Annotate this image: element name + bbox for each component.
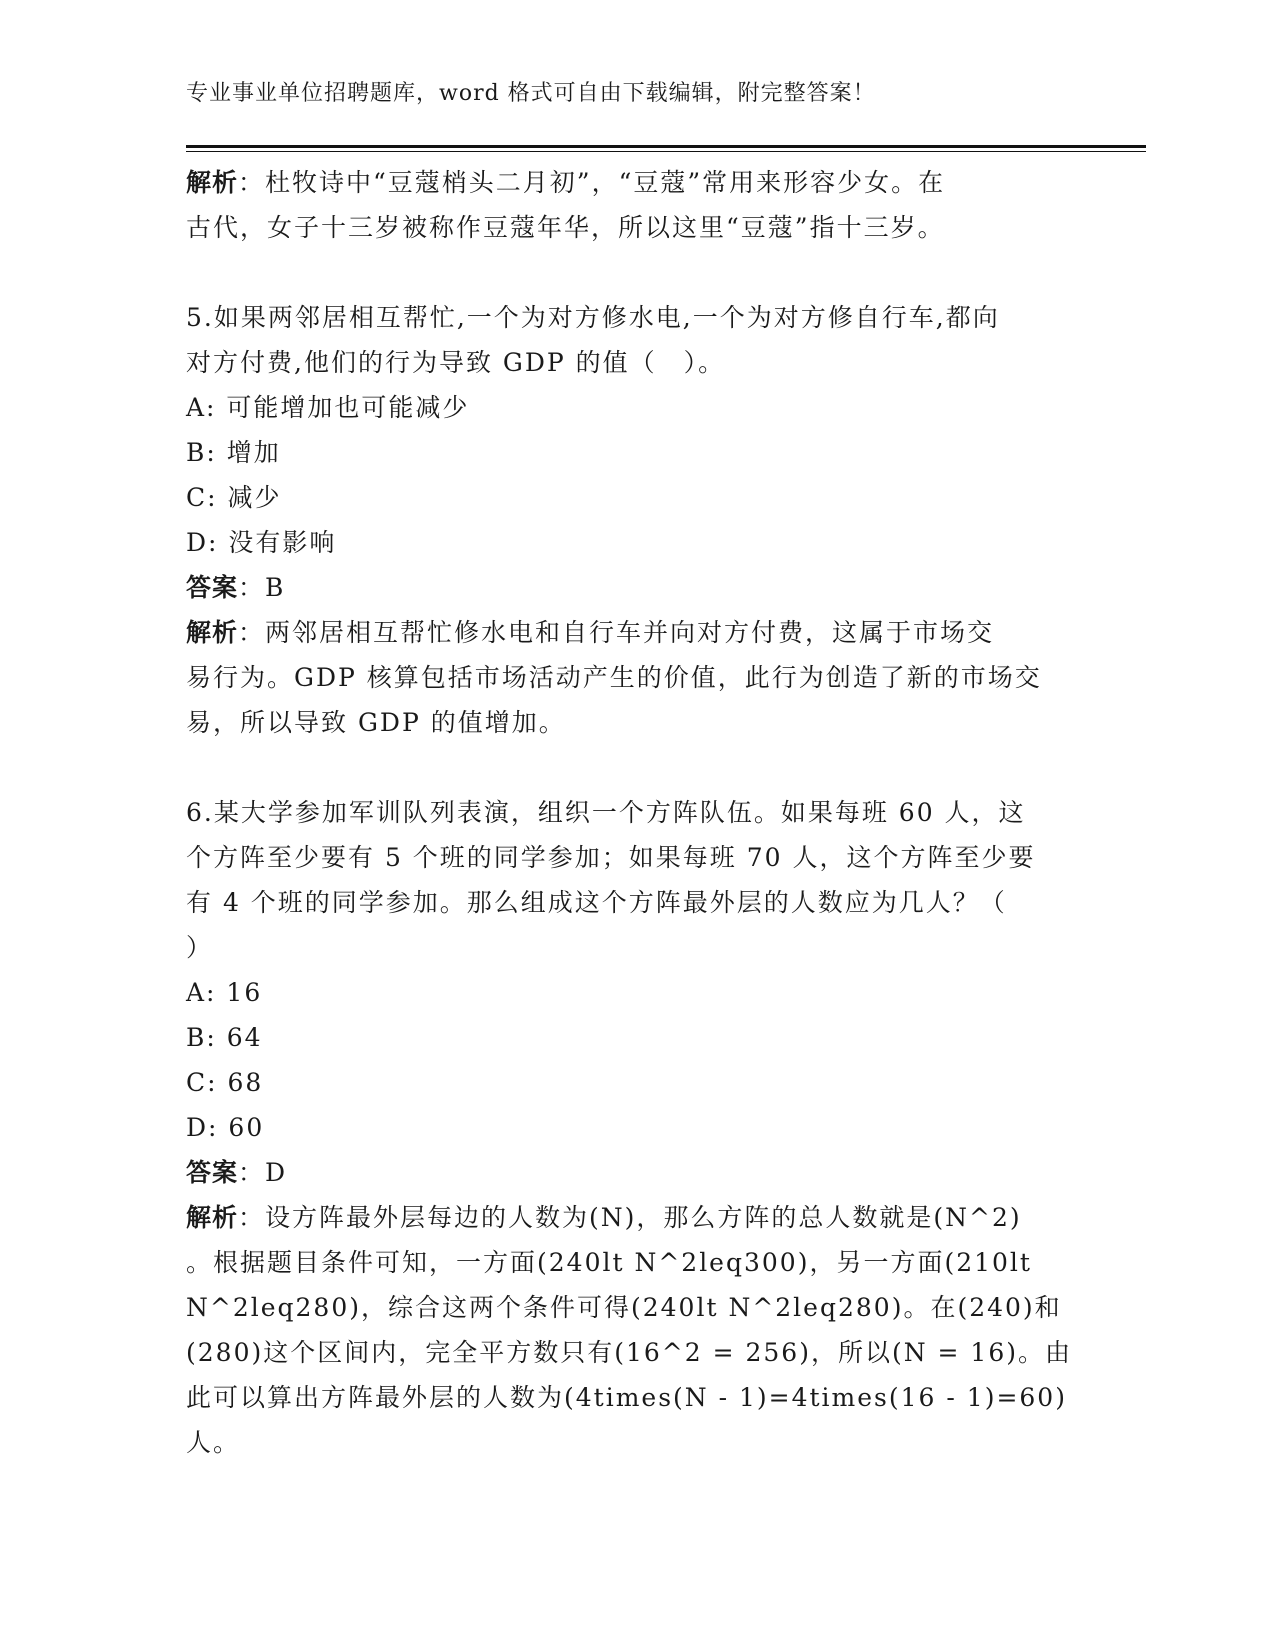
option-b: B: 增加 bbox=[186, 438, 281, 467]
option-c: C: 减少 bbox=[186, 483, 282, 512]
question-stem: 个方阵至少要有 5 个班的同学参加；如果每班 70 人，这个方阵至少要 bbox=[186, 843, 1036, 872]
option-c: C: 68 bbox=[186, 1068, 264, 1097]
question-stem: 6.某大学参加军训队列表演，组织一个方阵队伍。如果每班 60 人，这 bbox=[186, 798, 1026, 827]
answer-label: 答案 bbox=[186, 1158, 239, 1187]
answer-label: 答案 bbox=[186, 573, 239, 602]
question-stem: 对方付费,他们的行为导致 GDP 的值（ ）。 bbox=[186, 348, 726, 377]
explanation-label: 解析 bbox=[186, 618, 239, 647]
answer-value: ：D bbox=[238, 1158, 288, 1187]
explanation-line: 。根据题目条件可知，一方面(240lt N^2leq300)，另一方面(210lt bbox=[186, 1248, 1032, 1277]
spacer bbox=[186, 745, 1076, 790]
answer-value: ：B bbox=[238, 573, 286, 602]
explanation-line: 解析：两邻居相互帮忙修水电和自行车并向对方付费，这属于市场交 bbox=[186, 618, 995, 647]
option-b: B: 64 bbox=[186, 1023, 263, 1052]
option-d: D: 没有影响 bbox=[186, 528, 337, 557]
explanation-line: 易，所以导致 GDP 的值增加。 bbox=[186, 708, 566, 737]
explanation-line: 古代，女子十三岁被称作豆蔻年华，所以这里“豆蔻”指十三岁。 bbox=[186, 213, 945, 242]
question-stem: 有 4 个班的同学参加。那么组成这个方阵最外层的人数应为几人？（ bbox=[186, 888, 1007, 917]
question-stem: ） bbox=[186, 933, 214, 962]
explanation-line: 此可以算出方阵最外层的人数为(4times(N - 1)=4times(16 - 1)=60) bbox=[186, 1383, 1067, 1412]
explanation-line: N^2leq280)，综合这两个条件可得(240lt N^2leq280)。在(240)和 bbox=[186, 1293, 1062, 1322]
option-a: A: 16 bbox=[186, 978, 263, 1007]
header-rule-thin bbox=[186, 151, 1146, 152]
explanation-line: 人。 bbox=[186, 1428, 241, 1457]
option-a: A: 可能增加也可能减少 bbox=[186, 393, 470, 422]
header-note: 专业事业单位招聘题库，word 格式可自由下载编辑，附完整答案！ bbox=[186, 81, 876, 106]
explanation-line: 解析：设方阵最外层每边的人数为(N)，那么方阵的总人数就是(N^2) bbox=[186, 1203, 1022, 1232]
option-d: D: 60 bbox=[186, 1113, 265, 1142]
explanation-line: 解析：杜牧诗中“豆蔻梢头二月初”，“豆蔻”常用来形容少女。在 bbox=[186, 168, 946, 197]
document-body bbox=[186, 160, 1076, 1465]
answer-line bbox=[186, 565, 1076, 610]
answer-line bbox=[186, 1150, 1076, 1195]
question-stem: 5.如果两邻居相互帮忙,一个为对方修水电,一个为对方修自行车,都向 bbox=[186, 303, 1000, 332]
header-rule-thick bbox=[186, 145, 1146, 148]
explanation-line: (280)这个区间内，完全平方数只有(16^2 = 256)，所以(N = 16)。由 bbox=[186, 1338, 1072, 1367]
explanation-label: 解析 bbox=[186, 168, 239, 197]
explanation-label: 解析 bbox=[186, 1203, 239, 1232]
spacer bbox=[186, 250, 1076, 295]
explanation-line: 易行为。GDP 核算包括市场活动产生的价值，此行为创造了新的市场交 bbox=[186, 663, 1042, 692]
